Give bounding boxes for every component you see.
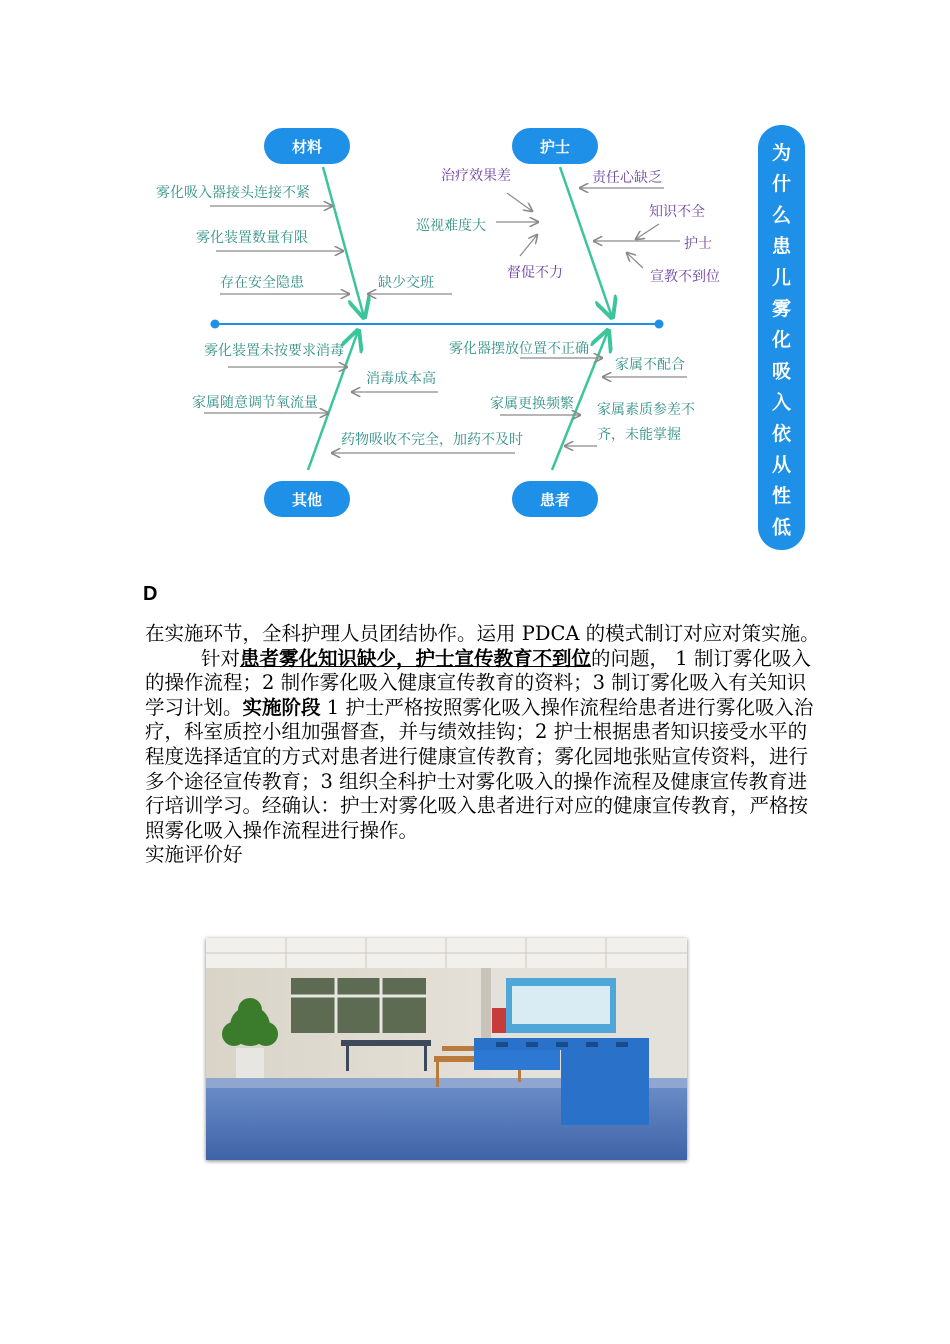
cause-label: 齐，未能掌握 xyxy=(597,427,681,443)
title-char: 吸 xyxy=(771,360,792,383)
cause-arrow xyxy=(636,224,659,239)
paragraph-measures-text: 的问题， 1 制订雾化吸入的操作流程；2 制作雾化吸入健康宣传教育的资料；3 制订雾化吸入有关知识学习计划。 xyxy=(145,646,811,719)
cause-label: 宣教不到位 xyxy=(650,269,720,285)
category-materials xyxy=(264,128,350,164)
room-photo-illustration xyxy=(206,938,687,1160)
category-patient xyxy=(512,481,598,517)
cause-label: 家属不配合 xyxy=(615,357,685,373)
title-char: 入 xyxy=(771,391,792,414)
spine-start-dot xyxy=(211,320,220,329)
cause-label: 雾化装置数量有限 xyxy=(196,230,308,246)
paragraph-prefix: 针对 xyxy=(201,646,241,670)
cause-label: 缺少交班 xyxy=(378,275,434,291)
title-char: 什 xyxy=(771,173,792,196)
title-char: 为 xyxy=(771,142,792,164)
title-char: 性 xyxy=(771,485,792,508)
cause-arrow xyxy=(520,235,537,256)
cause-label: 知识不全 xyxy=(649,204,705,220)
cause-label: 雾化器摆放位置不正确 xyxy=(449,341,589,357)
cause-label: 雾化装置未按要求消毒 xyxy=(204,343,344,359)
body-text xyxy=(145,622,825,868)
category-other-label: 其他 xyxy=(291,491,323,509)
fishbone-svg xyxy=(140,115,820,560)
problem-emphasis: 患者雾化知识缺少，护士宣传教育不到位 xyxy=(240,646,592,670)
title-char: 依 xyxy=(771,422,792,445)
title-char: 化 xyxy=(771,329,792,352)
paragraph-evaluation: 实施评价好 xyxy=(145,843,243,867)
category-materials-label: 材料 xyxy=(291,138,323,156)
section-letter: D xyxy=(143,583,158,605)
cause-label: 药物吸收不完全，加药不及时 xyxy=(341,432,523,448)
stage-label: 实施阶段 xyxy=(242,695,321,719)
diagram-title-bar xyxy=(758,125,805,550)
paragraph-measures xyxy=(145,647,825,844)
title-char: 患 xyxy=(771,235,792,258)
cause-label: 护士 xyxy=(684,236,712,252)
cause-label: 雾化吸入器接头连接不紧 xyxy=(156,185,310,201)
title-char: 么 xyxy=(771,204,792,227)
cause-label: 治疗效果差 xyxy=(441,168,511,184)
paragraph-stage-text: 1 护士严格按照雾化吸入操作流程给患者进行雾化吸入治疗，科室质控小组加强督查，并与绩效挂钩；2 护士根据患者知识接受水平的程度选择适宜的方式对患者进行健康宣传教育；雾化园地张贴宣传资料，进行多个途径宣传教育；3 组织全科护士对雾化吸入的操作流程及健康宣传教育进行培训学习。经确认：护士对雾化吸入患者进行对应的健康宣传教育，严格按照雾化吸入操作流程进行操作。 xyxy=(145,695,814,842)
cause-arrow xyxy=(507,193,532,211)
cause-label: 督促不力 xyxy=(507,265,563,281)
cause-arrow xyxy=(627,253,643,268)
fishbone-diagram xyxy=(140,115,820,560)
category-other xyxy=(264,481,350,517)
cause-label: 存在安全隐患 xyxy=(220,275,304,291)
category-patient-label: 患者 xyxy=(539,491,571,509)
title-char: 从 xyxy=(771,454,792,476)
cause-label: 家属随意调节氧流量 xyxy=(192,395,318,411)
cause-label: 巡视难度大 xyxy=(416,218,486,234)
cause-label: 责任心缺乏 xyxy=(592,170,662,186)
paragraph-implementation: 在实施环节，全科护理人员团结协作。运用 PDCA 的模式制订对应对策实施。 xyxy=(145,622,820,645)
title-char: 雾 xyxy=(771,298,792,320)
cause-label: 消毒成本高 xyxy=(366,371,436,387)
cause-label: 家属素质参差不 xyxy=(597,402,695,418)
title-char: 低 xyxy=(771,516,792,539)
bone-nurse xyxy=(560,167,612,317)
category-nurse-label: 护士 xyxy=(539,138,571,156)
spine-end-dot xyxy=(655,320,664,329)
category-nurse xyxy=(512,128,598,164)
nebulization-room-photo xyxy=(206,938,687,1160)
cause-label: 家属更换频繁 xyxy=(490,396,574,412)
title-char: 儿 xyxy=(771,266,792,289)
